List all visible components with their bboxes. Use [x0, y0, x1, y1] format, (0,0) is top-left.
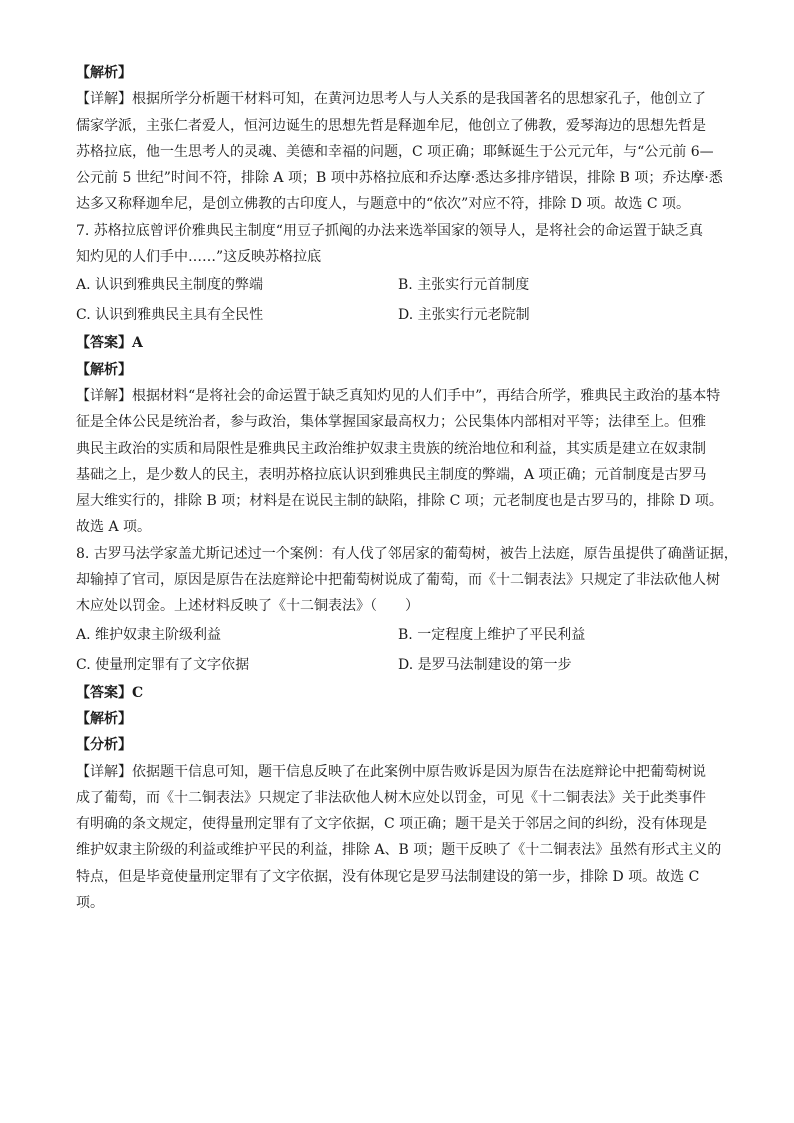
q6-detail-line: 儒家学派，主张仁者爱人，恒河边诞生的思想先哲是释迦牟尼，他创立了佛教，爱琴海边的思想先哲是 — [76, 117, 706, 134]
q8-options-row — [76, 620, 726, 650]
q7-options-row — [76, 300, 726, 330]
q8-answer: 【答案】C — [76, 684, 144, 701]
q7-option-c: C. 认识到雅典民主具有全民性 — [76, 307, 264, 324]
q8-options-row — [76, 650, 726, 680]
q8-option-d: D. 是罗马法制建设的第一步 — [398, 656, 572, 673]
q6-detail-line: 【详解】根据所学分析题干材料可知，在黄河边思考人与人关系的是我国著名的思想家孔子，他创立了 — [76, 91, 706, 108]
q8-detail-line: 项。 — [76, 895, 104, 912]
q8-option-a: A. 维护奴隶主阶级利益 — [76, 626, 222, 643]
q8-detail-line: 特点，但是毕竟使量刑定罪有了文字依据，没有体现它是罗马法制建设的第一步，排除 D 项。故选 C — [76, 868, 700, 885]
q7-option-d: D. 主张实行元老院制 — [398, 307, 530, 324]
q6-analysis-label: 【解析】 — [76, 65, 132, 81]
q7-detail-line: 基础之上，是少数人的民主，表明苏格拉底认识到雅典民主制度的弊端，A 项正确；元首制度是古罗马 — [76, 466, 707, 483]
q7-detail-line: 征是全体公民是统治者，参与政治，集体掌握国家最高权力；公民集体内部相对平等；法律至上。但雅 — [76, 414, 706, 431]
q7-options-row — [76, 270, 726, 300]
q8-detail-line: 【详解】依据题干信息可知，题干信息反映了在此案例中原告败诉是因为原告在法庭辩论中把葡萄树说 — [76, 763, 706, 780]
q8-option-c: C. 使量刑定罪有了文字依据 — [76, 656, 250, 673]
q8-detail-line: 有明确的条文规定，使得量刑定罪有了文字依据，C 项正确；题干是关于邻居之间的纠纷，没有体现是 — [76, 816, 708, 833]
q8-fenxi-label: 【分析】 — [76, 737, 132, 754]
q7-answer: 【答案】A — [76, 335, 143, 352]
q6-detail-line: 公元前 5 世纪”时间不符，排除 A 项；B 项中苏格拉底和乔达摩·悉达多排序错误，排除 B 项；乔达摩·悉 — [76, 170, 723, 187]
q7-detail-line: 故选 A 项。 — [76, 519, 152, 536]
q7-option-a: A. 认识到雅典民主制度的弊端 — [76, 277, 264, 294]
q8-stem-line: 8. 古罗马法学家盖尤斯记述过一个案例：有人伐了邻居家的葡萄树，被告上法庭，原告虽提供了确凿证据， — [76, 545, 738, 562]
q7-option-b: B. 主张实行元首制度 — [398, 277, 530, 294]
q6-detail-line: 苏格拉底，他一生思考人的灵魂、美德和幸福的问题，C 项正确；耶稣诞生于公元元年，与“公元前 6— — [76, 143, 714, 160]
q8-detail-line: 成了葡萄，而《十二铜表法》只规定了非法砍他人树木应处以罚金，可见《十二铜表法》关于此类事件 — [76, 789, 706, 806]
q8-option-b: B. 一定程度上维护了平民利益 — [398, 626, 586, 643]
q8-stem-line: 木应处以罚金。上述材料反映了《十二铜表法》（ ） — [76, 598, 419, 615]
q7-stem-line: 知灼见的人们手中……”这反映苏格拉底 — [76, 249, 322, 266]
q7-detail-line: 【详解】根据材料“是将社会的命运置于缺乏真知灼见的人们手中”，再结合所学，雅典民主政治的基本特 — [76, 387, 721, 404]
q8-analysis-label: 【解析】 — [76, 710, 132, 727]
q8-detail-line: 维护奴隶主阶级的利益或维护平民的利益，排除 A、B 项；题干反映了《十二铜表法》虽然有形式主义的 — [76, 842, 722, 859]
q7-detail-line: 屋大维实行的，排除 B 项；材料是在说民主制的缺陷，排除 C 项；元老制度也是古罗马的，排除 D 项。 — [76, 493, 723, 510]
q7-analysis-label: 【解析】 — [76, 361, 132, 378]
q7-detail-line: 典民主政治的实质和局限性是雅典民主政治维护奴隶主贵族的统治地位和利益，其实质是建立在奴隶制 — [76, 440, 706, 457]
q6-detail-line: 达多又称释迦牟尼，是创立佛教的古印度人，与题意中的“依次”对应不符，排除 D 项。故选 C 项。 — [76, 196, 691, 213]
q8-stem-line: 却输掉了官司，原因是原告在法庭辩论中把葡萄树说成了葡萄，而《十二铜表法》只规定了非法砍他人树 — [76, 572, 720, 589]
page-content — [76, 60, 738, 916]
q7-stem-line: 7. 苏格拉底曾评价雅典民主制度“用豆子抓阄的办法来选举国家的领导人，是将社会的命运置于缺乏真 — [76, 222, 703, 239]
